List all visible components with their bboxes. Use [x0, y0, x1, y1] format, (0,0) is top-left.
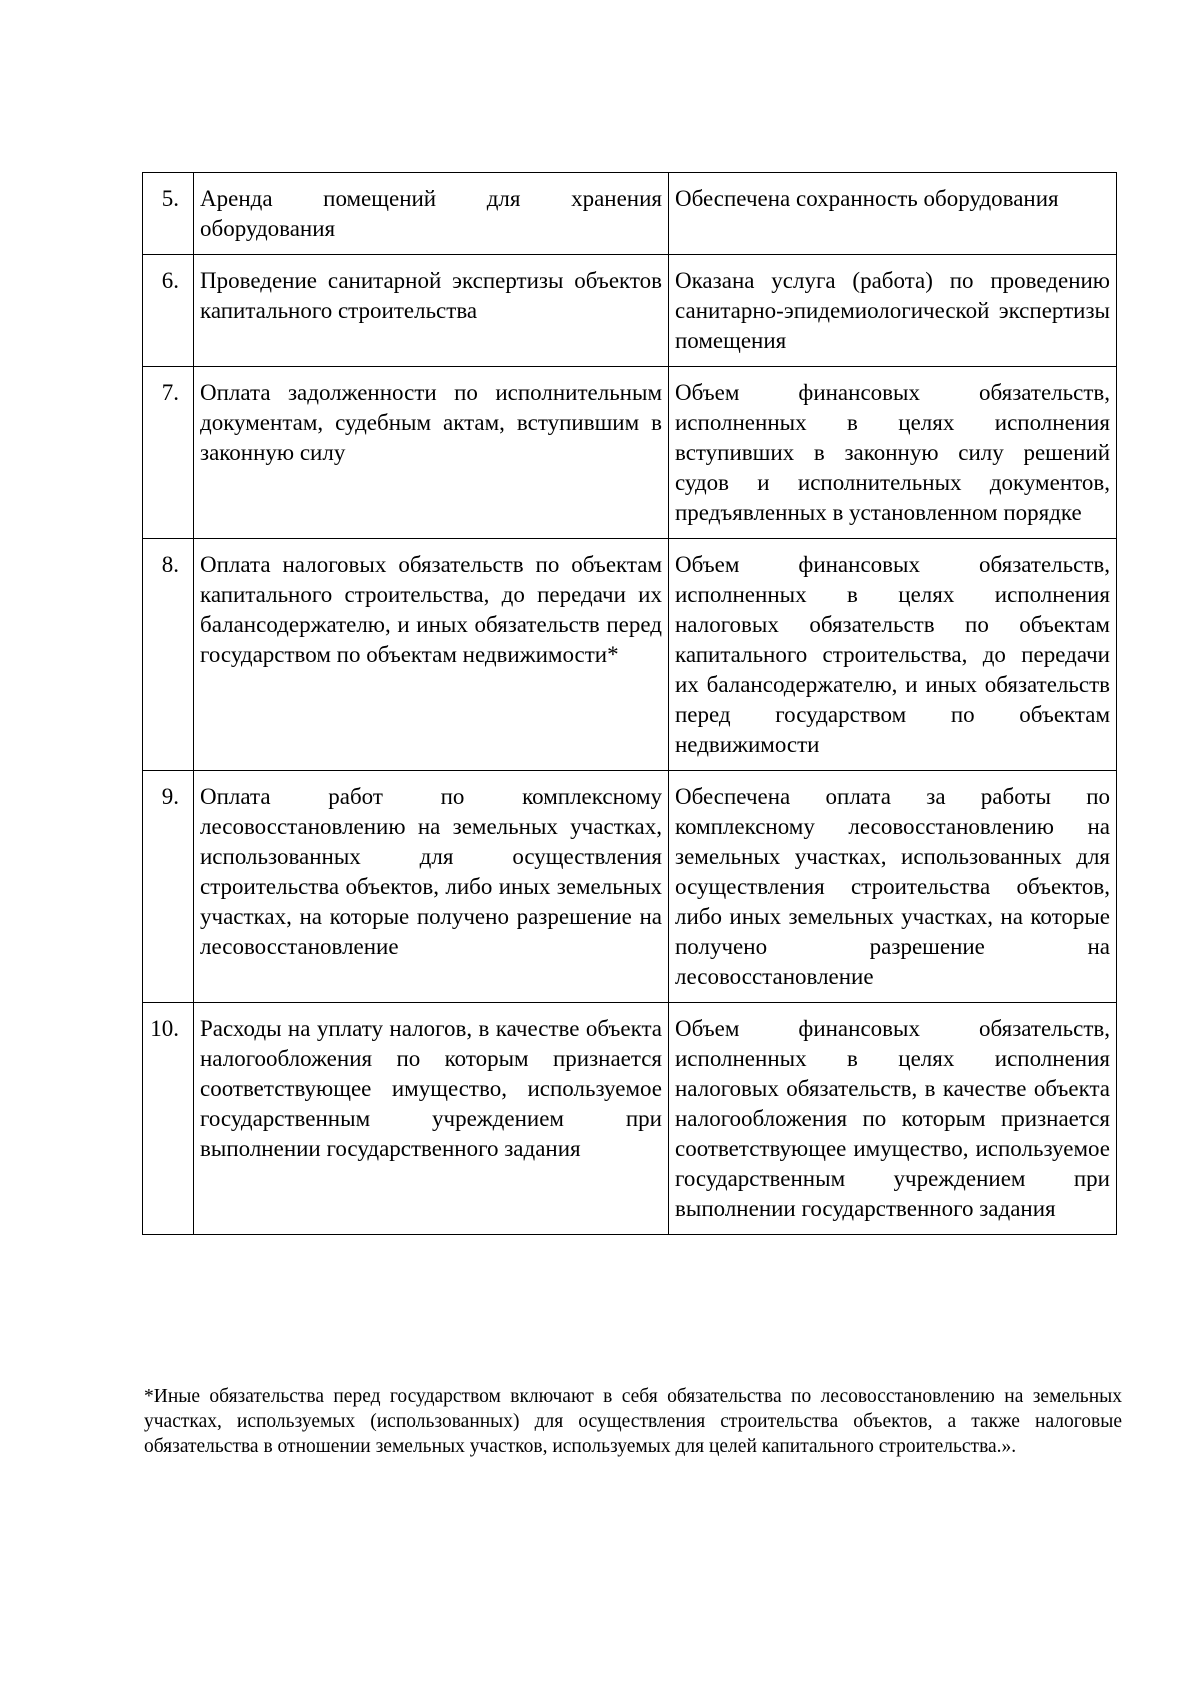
table-row [143, 1003, 1117, 1235]
work-name-cell: Оплата работ по комплексному лесовосстановлению на земельных участках, использованных для осуществления строительства объектов, либо иных земельных участках, на которые получено разрешение на лесовосстановление [194, 771, 669, 1003]
work-name-cell: Расходы на уплату налогов, в качестве объекта налогообложения по которым признается соответствующее имущество, используемое государственным учреждением при выполнении государственного задания [194, 1003, 669, 1235]
result-cell: Обеспечена оплата за работы по комплексному лесовосстановлению на земельных участках, использованных для осуществления строительства объектов, либо иных земельных участках, на которые получено разрешение на лесовосстановление [669, 771, 1117, 1003]
row-number: 8. [143, 539, 194, 771]
table-row [143, 771, 1117, 1003]
result-cell: Обеспечена сохранность оборудования [669, 173, 1117, 255]
footnote: *Иные обязательства перед государством включают в себя обязательства по лесовосстановлению на земельных участках, используемых (использованных) для осуществления строительства объектов, а также налоговые обязательства в отношении земельных участков, используемых для целей капитального строительства.». [144, 1386, 1122, 1457]
row-number: 6. [143, 255, 194, 367]
row-number: 7. [143, 367, 194, 539]
result-cell: Объем финансовых обязательств, исполненных в целях исполнения вступивших в законную силу решений судов и исполнительных документов, предъявленных в установленном порядке [669, 367, 1117, 539]
table-row [143, 255, 1117, 367]
row-number: 5. [143, 173, 194, 255]
result-cell: Оказана услуга (работа) по проведению санитарно-эпидемиологической экспертизы помещения [669, 255, 1117, 367]
table-row [143, 173, 1117, 255]
work-name-cell: Проведение санитарной экспертизы объектов капитального строительства [194, 255, 669, 367]
work-name-cell: Аренда помещений для хранения оборудования [194, 173, 669, 255]
result-cell: Объем финансовых обязательств, исполненных в целях исполнения налоговых обязательств по объектам капитального строительства, до передачи их балансодержателю, и иных обязательств перед государством по объектам недвижимости [669, 539, 1117, 771]
row-number: 9. [143, 771, 194, 1003]
row-number: 10. [143, 1003, 194, 1235]
result-cell: Объем финансовых обязательств, исполненных в целях исполнения налоговых обязательств, в качестве объекта налогообложения по которым признается соответствующее имущество, используемое государственным учреждением при выполнении государственного задания [669, 1003, 1117, 1235]
works-table [142, 172, 1117, 1235]
table-row [143, 539, 1117, 771]
work-name-cell: Оплата налоговых обязательств по объектам капитального строительства, до передачи их балансодержателю, и иных обязательств перед государством по объектам недвижимости* [194, 539, 669, 771]
work-name-cell: Оплата задолженности по исполнительным документам, судебным актам, вступившим в законную силу [194, 367, 669, 539]
table-row [143, 367, 1117, 539]
